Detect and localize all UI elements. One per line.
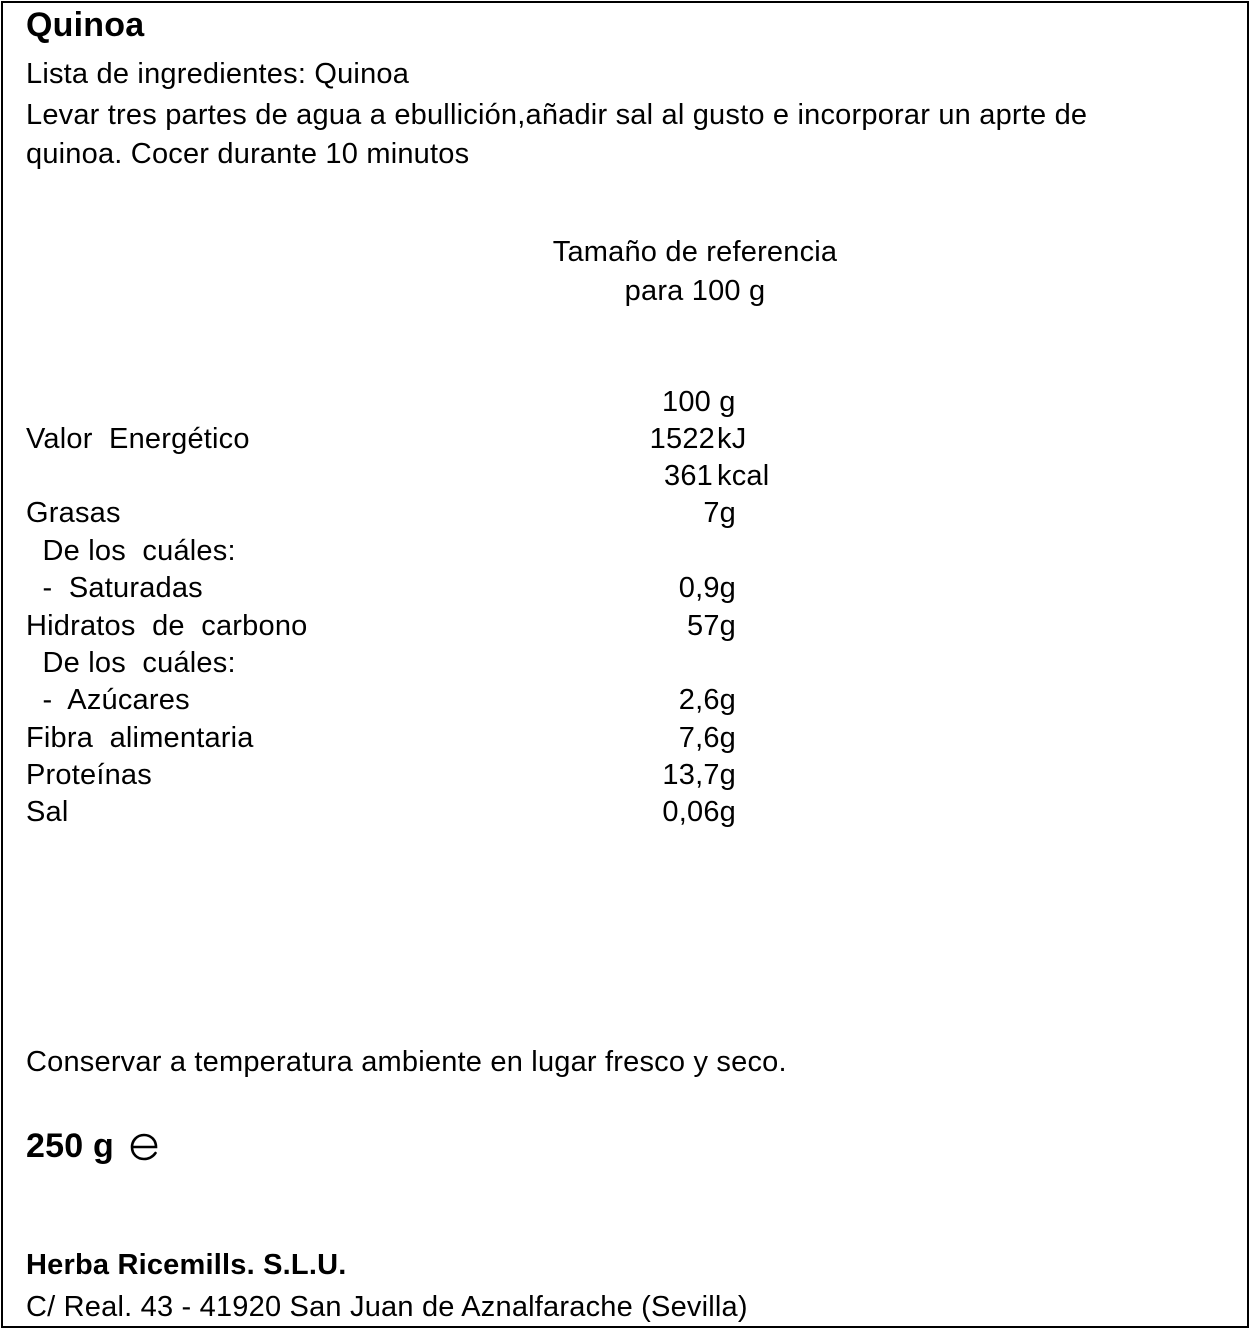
nutrition-label-protein: Proteínas bbox=[26, 759, 152, 791]
e-mark-icon bbox=[128, 1131, 154, 1161]
nutrition-value-energy-kj: 1522 bbox=[649, 423, 715, 455]
nutrition-label-energy: Valor Energético bbox=[26, 423, 250, 455]
storage-instructions: Conservar a temperatura ambiente en lugar fresco y seco. bbox=[26, 1046, 787, 1078]
nutrition-value-salt: 0,06g bbox=[662, 796, 736, 828]
nutrition-label-sugars: - Azúcares bbox=[26, 684, 190, 716]
instructions-line-2: quinoa. Cocer durante 10 minutos bbox=[26, 138, 470, 170]
nutrition-label-fibre: Fibra alimentaria bbox=[26, 722, 254, 754]
nutrition-label-of-which-carbs: De los cuáles: bbox=[26, 647, 236, 679]
nutrition-label-carbohydrates: Hidratos de carbono bbox=[26, 610, 308, 642]
company-address: C/ Real. 43 - 41920 San Juan de Aznalfarache (Sevilla) bbox=[26, 1291, 748, 1323]
nutrition-label-fat: Grasas bbox=[26, 497, 121, 529]
product-name: Quinoa bbox=[26, 6, 145, 44]
nutrition-value-fat: 7g bbox=[703, 497, 736, 529]
instructions-line-1: Levar tres partes de agua a ebullición,añadir sal al gusto e incorporar un aprte de bbox=[26, 99, 1088, 131]
nutrition-unit-kj: kJ bbox=[717, 423, 747, 455]
reference-size-line-2: para 100 g bbox=[624, 275, 766, 307]
nutrition-value-protein: 13,7g bbox=[662, 759, 736, 791]
nutrition-label-of-which-fat: De los cuáles: bbox=[26, 535, 236, 567]
nutrition-label-saturated: - Saturadas bbox=[26, 572, 203, 604]
net-weight: 250 g bbox=[26, 1127, 114, 1165]
nutrition-label-salt: Sal bbox=[26, 796, 69, 828]
company-name: Herba Ricemills. S.L.U. bbox=[26, 1249, 347, 1281]
nutrition-column-header: 100 g bbox=[662, 386, 736, 418]
reference-size-line-1: Tamaño de referencia bbox=[552, 236, 838, 268]
nutrition-value-carbohydrates: 57g bbox=[687, 610, 736, 642]
nutrition-value-saturated: 0,9g bbox=[678, 572, 736, 604]
nutrition-value-sugars: 2,6g bbox=[678, 684, 736, 716]
ingredients-list: Lista de ingredientes: Quinoa bbox=[26, 58, 410, 90]
nutrition-value-fibre: 7,6g bbox=[678, 722, 736, 754]
nutrition-unit-kcal: kcal bbox=[717, 460, 770, 492]
nutrition-value-energy-kcal: 361 bbox=[664, 460, 713, 492]
